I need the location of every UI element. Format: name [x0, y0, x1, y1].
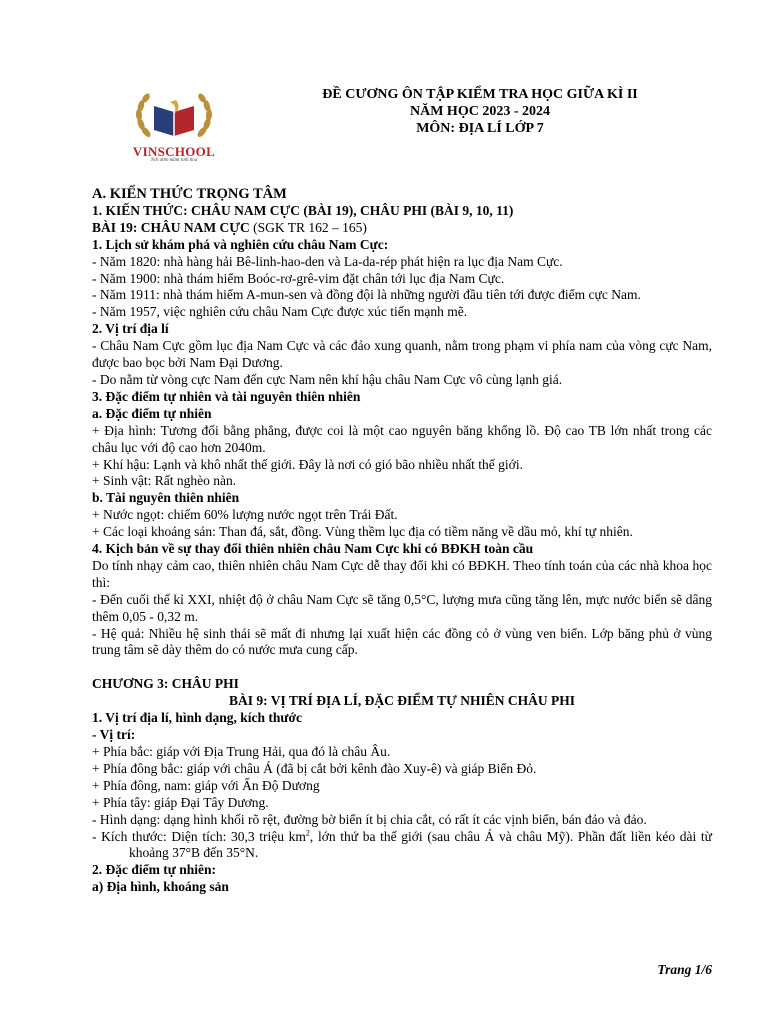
paragraph: + Phía đông, nam: giáp với Ấn Độ Dương	[92, 777, 320, 793]
page-number: Trang 1/6	[657, 962, 712, 977]
knowledge-heading: 1. KIẾN THỨC: CHÂU NAM CỰC (BÀI 19), CHÂU PHI (BÀI 9, 10, 11)	[92, 202, 514, 218]
subheading-natural-features: a. Đặc điểm tự nhiên	[92, 405, 212, 421]
paragraph: + Khí hậu: Lạnh và khô nhất thế giới. Đây là nơi có gió bão nhiều nhất thế giới.	[92, 456, 523, 472]
subheading-climate-scenario: 4. Kịch bản về sự thay đổi thiên nhiên châu Nam Cực khi có BĐKH toàn cầu	[92, 541, 534, 557]
paragraph: - Do nằm từ vòng cực Nam đến cực Nam nên khí hậu châu Nam Cực vô cùng lạnh giá.	[92, 371, 563, 387]
subheading-history: 1. Lịch sử khám phá và nghiên cứu châu Nam Cực:	[92, 236, 389, 252]
logo-name: VINSCHOOL	[132, 144, 216, 159]
lesson-19-title: BÀI 19: CHÂU NAM CỰC	[92, 219, 250, 235]
paragraph: - Năm 1911: nhà thám hiểm A-mun-sen và đồng đội là những người đầu tiên tới được điểm cực Nam.	[92, 287, 641, 303]
spacer	[92, 659, 712, 676]
superscript: 2	[305, 828, 310, 838]
paragraph: - Hình dạng: dạng hình khối rõ rệt, đường bờ biển ít bị chia cắt, có rất ít các vịnh biển, bán đảo và đảo.	[92, 811, 647, 827]
paragraph: + Các loại khoáng sản: Than đá, sắt, đồng. Vùng thềm lục địa có tiềm năng về dầu mỏ, khí tự nhiên.	[92, 524, 633, 540]
lesson-19-heading	[92, 220, 712, 237]
chapter-3-heading: CHƯƠNG 3: CHÂU PHI	[92, 676, 239, 692]
paragraph: + Nước ngọt: chiếm 60% lượng nước ngọt trên Trái Đất.	[92, 507, 398, 523]
paragraph: - Năm 1820: nhà hàng hải Bê-linh-hao-den và La-da-rép phát hiện ra lục địa Nam Cực.	[92, 253, 563, 269]
subheading-africa-nature: 2. Đặc điểm tự nhiên:	[92, 862, 216, 878]
paragraph: - Năm 1900: nhà thám hiểm Boóc-rơ-grê-vim đặt chân tới lục địa Nam Cực.	[92, 270, 505, 286]
vinschool-logo	[124, 92, 224, 164]
paragraph: Do tính nhạy cảm cao, thiên nhiên châu Nam Cực dễ thay đổi khi có BĐKH. Theo tính toán của các nhà khoa học thì:	[92, 557, 712, 590]
document-body	[92, 186, 712, 896]
paragraph: + Phía bắc: giáp với Địa Trung Hải, qua đó là châu Âu.	[92, 744, 391, 759]
header-subject: MÔN: ĐỊA LÍ LỚP 7	[416, 121, 544, 136]
subheading-location: 2. Vị trí địa lí	[92, 321, 169, 337]
subheading-position: - Vị trí:	[92, 727, 136, 743]
logo-tagline: Nơi ươm mầm tinh hoa	[150, 158, 198, 163]
paragraph: + Phía tây: giáp Đại Tây Dương.	[92, 794, 269, 810]
document-header	[230, 86, 730, 137]
laurel-book-icon	[124, 92, 224, 144]
paragraph: - Châu Nam Cực gồm lục địa Nam Cực và các đảo xung quanh, nằm trong phạm vi phía nam của vòng cực Nam, được bao bọc bởi Nam Đại Dương.	[92, 338, 712, 371]
section-a-heading: A. KIẾN THỨC TRỌNG TÂM	[92, 186, 287, 202]
paragraph: + Địa hình: Tương đối bằng phẳng, được coi là một cao nguyên băng khổng lồ. Độ cao TB lớn nhất trong các châu lục với độ cao hơn 2040m.	[92, 422, 712, 455]
size-text-a: - Kích thước: Diện tích: 30,3 triệu km	[92, 828, 306, 844]
lesson-9-heading: BÀI 9: VỊ TRÍ ĐỊA LÍ, ĐẶC ĐIỂM TỰ NHIÊN CHÂU PHI	[228, 693, 576, 709]
subheading-africa-location: 1. Vị trí địa lí, hình dạng, kích thước	[92, 710, 303, 726]
paragraph: - Năm 1957, việc nghiên cứu châu Nam Cực được xúc tiến mạnh mẽ.	[92, 304, 468, 320]
subheading-nature: 3. Đặc điểm tự nhiên và tài nguyên thiên nhiên	[92, 388, 361, 404]
subheading-terrain: a) Địa hình, khoáng sản	[92, 879, 229, 895]
paragraph: + Phía đông bắc: giáp với châu Á (đã bị cắt bởi kênh đào Xuy-ê) và giáp Biển Đỏ.	[92, 760, 537, 776]
subheading-resources: b. Tài nguyên thiên nhiên	[92, 490, 240, 506]
paragraph: - Đến cuối thế kỉ XXI, nhiệt độ ở châu Nam Cực sẽ tăng 0,5°C, lượng mưa cũng tăng lên, mực nước biển sẽ dâng thêm 0,05 - 0,32 m.	[92, 591, 712, 624]
paragraph-size	[92, 829, 712, 863]
header-title: ĐỀ CƯƠNG ÔN TẬP KIỂM TRA HỌC GIỮA KÌ II	[322, 87, 638, 102]
header-school-year: NĂM HỌC 2023 - 2024	[410, 104, 550, 119]
paragraph: + Sinh vật: Rất nghèo nàn.	[92, 473, 237, 489]
size-text-b: , lớn thứ ba thế giới (sau châu Á và châu Mỹ). Phần đất liền kéo dài từ khoảng 37°B đến 35°N.	[129, 828, 712, 861]
lesson-19-ref: (SGK TR 162 – 165)	[249, 219, 367, 235]
paragraph: - Hệ quả: Nhiều hệ sinh thái sẽ mất đi nhưng lại xuất hiện các đồng cỏ ở vùng ven biển. Lớp băng phủ ở vùng trung tâm sẽ dày thêm do có nước mưa cung cấp.	[92, 625, 712, 658]
